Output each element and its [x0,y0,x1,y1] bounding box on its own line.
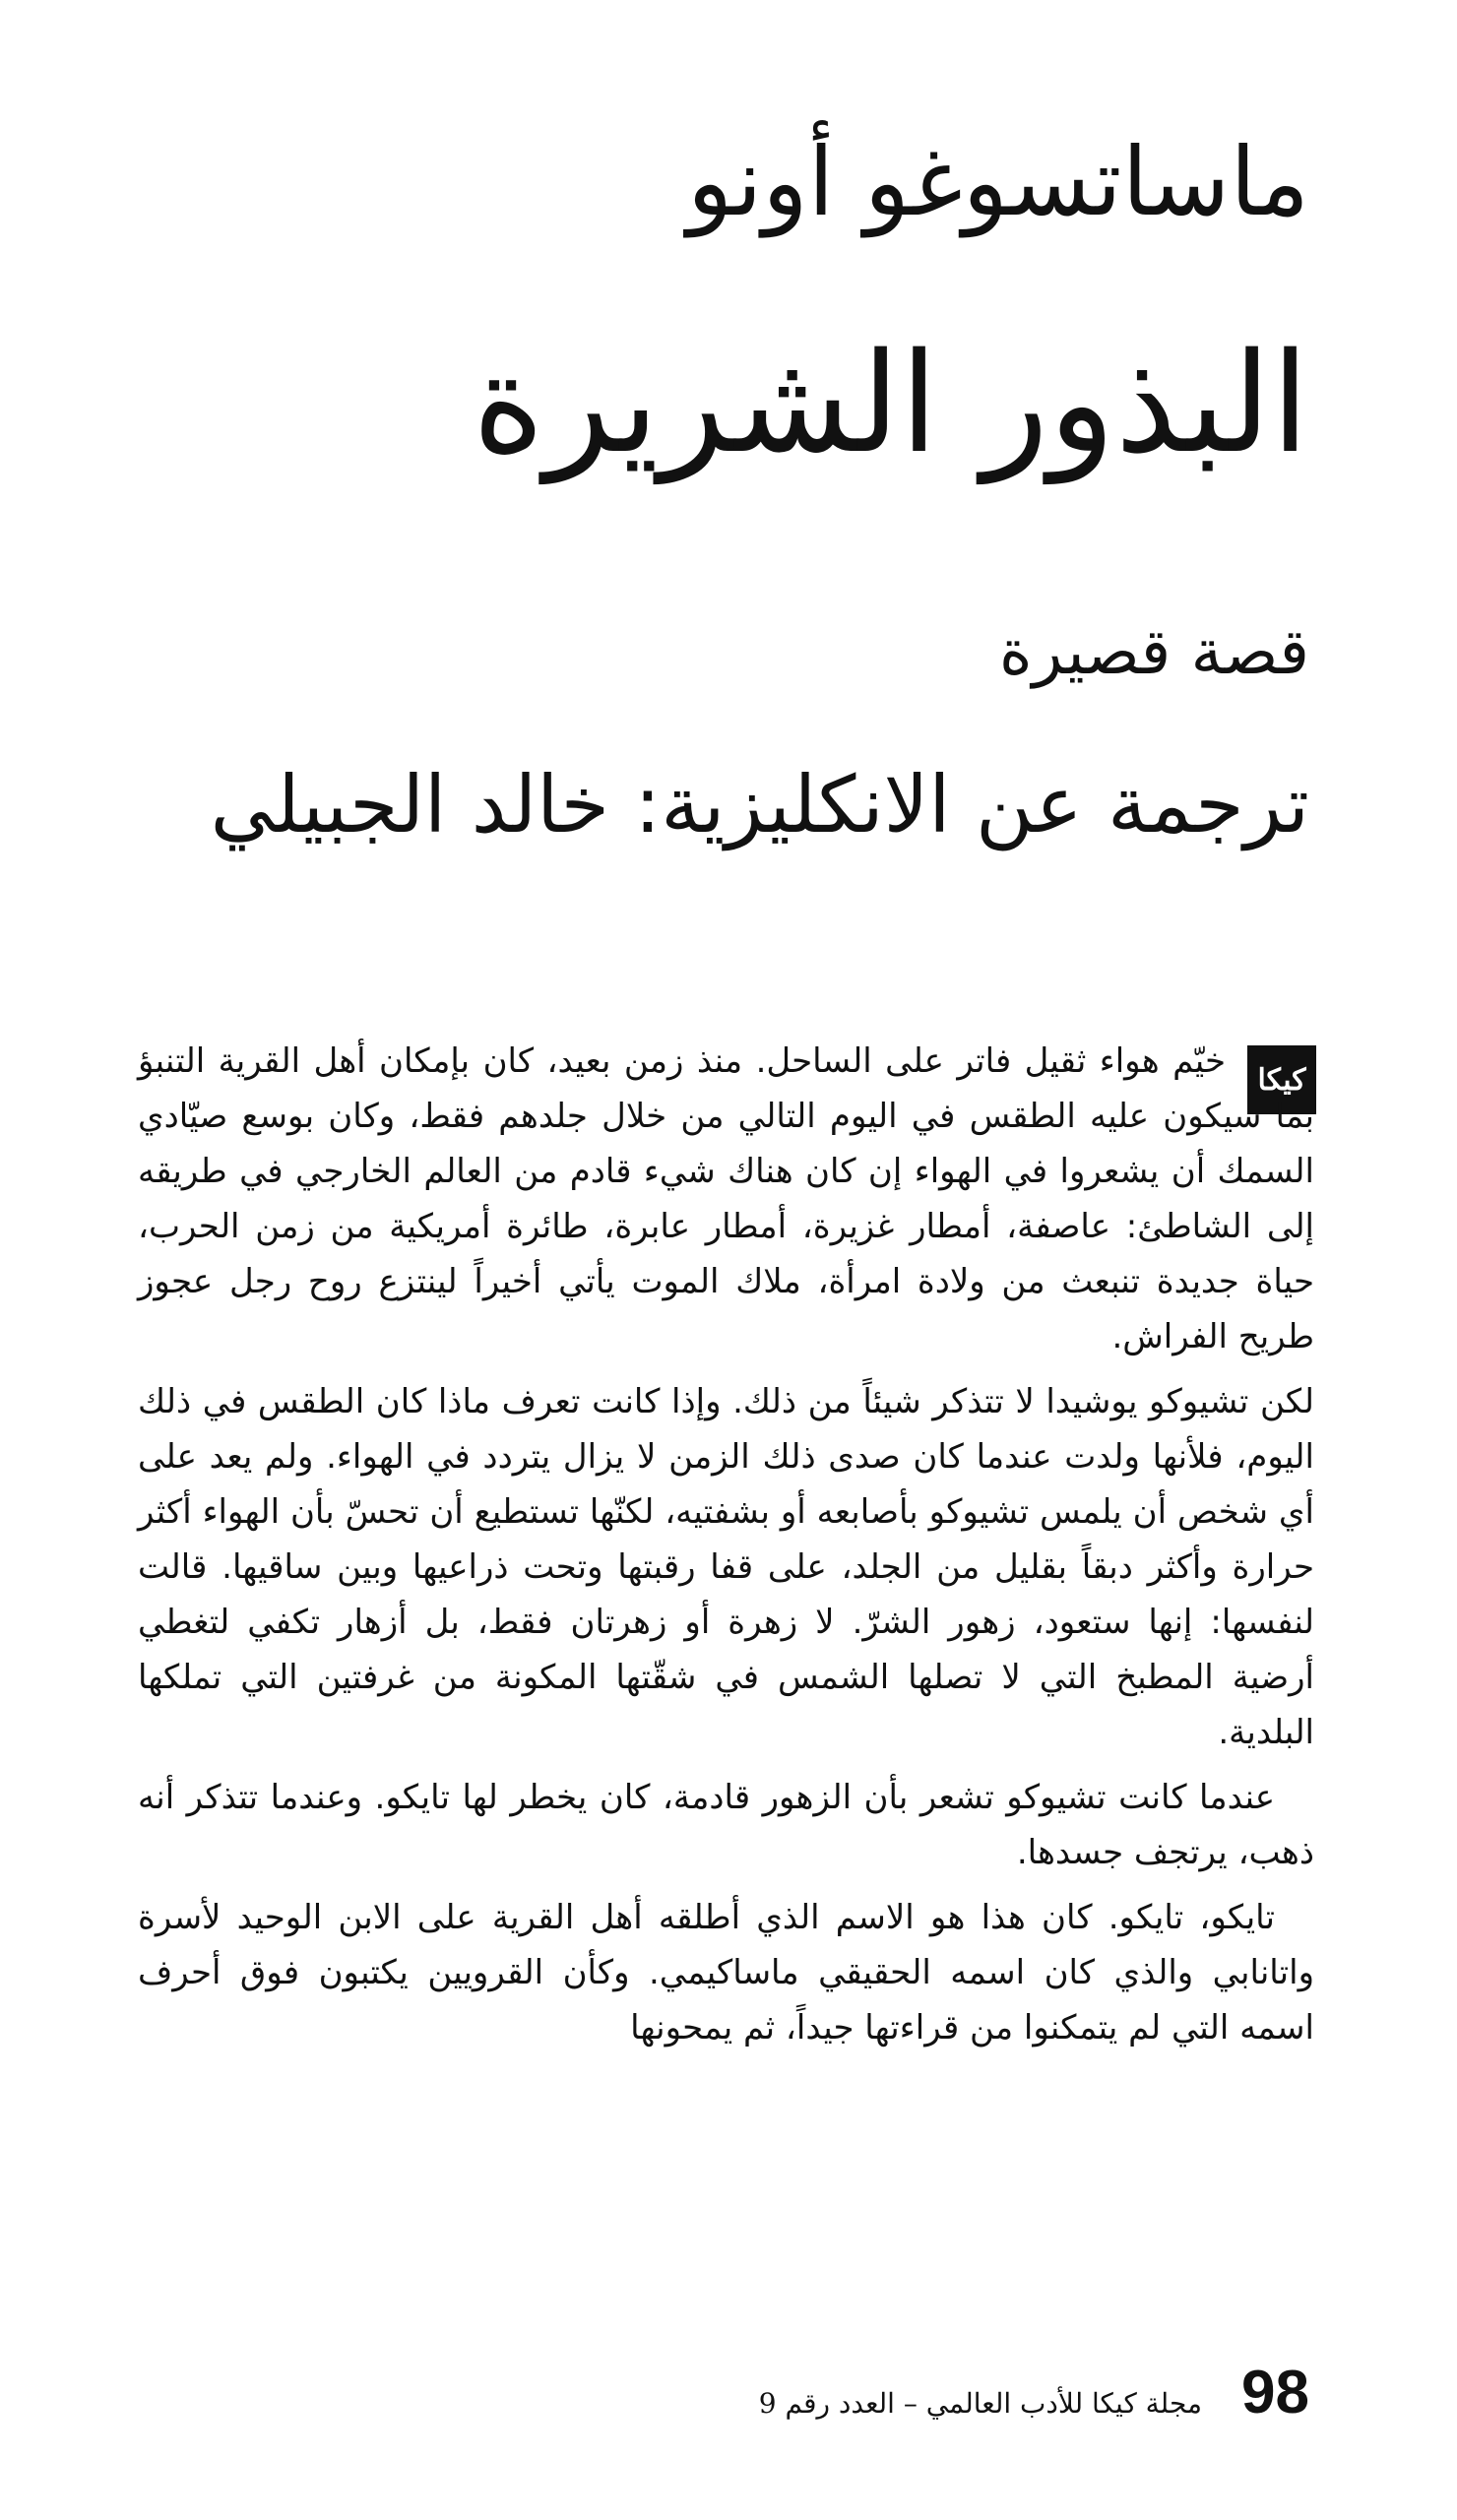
story-body [138,1034,1314,2065]
paragraph: خيّم هواء ثقيل فاتر على الساحل. منذ زمن بعيد، كان بإمكان أهل القرية التنبؤ بما سيكون عليه الطقس في اليوم التالي من خلال جلدهم فقط، وكان بوسع صيّادي السمك أن يشعروا في الهواء إن كان هناك شيء قادم من العالم الخارجي في طريقه إلى الشاطئ: عاصفة، أمطار غزيرة، أمطار عابرة، طائرة أمريكية من زمن الحرب، حياة جديدة تنبعث من ولادة امرأة، ملاك الموت يأتي أخيراً لينتزع روح رجل عجوز طريح الفراش. [138,1041,1314,1356]
page-footer [759,2358,1309,2427]
paragraph: لكن تشيوكو يوشيدا لا تتذكر شيئاً من ذلك. وإذا كانت تعرف ماذا كان الطقس في ذلك اليوم، فلأنها ولدت عندما كان صدى ذلك الزمن لا يزال يتردد في الهواء. ولم يعد على أي شخص أن يلمس تشيوكو بأصابعه أو بشفتيه، لكنّها تستطيع أن تحسّ بأن الهواء أكثر حرارة وأكثر دبقاً بقليل من الجلد، على قفا رقبتها وتحت ذراعيها وبين ساقيها. قالت لنفسها: إنها ستعود، زهور الشرّ. لا زهرة أو زهرتان فقط، بل أزهار تكفي لتغطي أرضية المطبخ التي لا تصلها الشمس في شقّتها المكونة من غرفتين التي تملكها البلدية. [138,1382,1314,1752]
author-name: ماساتسوغو أونو [687,127,1309,237]
kika-logo: كيكا [1247,1045,1316,1114]
paragraph: تايكو، تايكو. كان هذا هو الاسم الذي أطلقه أهل القرية على الابن الوحيد لأسرة واتانابي والذي كان اسمه الحقيقي ماساكيمي. وكأن القرويين يكتبون فوق أحرف اسمه التي لم يتمكنوا من قراءتها جيداً، ثم يمحونها [138,1898,1314,2048]
page-number: 98 [1241,2359,1309,2426]
paragraph: عندما كانت تشيوكو تشعر بأن الزهور قادمة، كان يخطر لها تايكو. وعندما تتذكر أنه ذهب، يرتجف جسدها. [138,1778,1314,1872]
genre-label: قصة قصيرة [999,616,1309,689]
publication-info: مجلة كيكا للأدب العالمي – العدد رقم 9 [758,2387,1203,2420]
translator-credit: ترجمة عن الانكليزية: خالد الجبيلي [210,759,1309,850]
story-title: البذور الشريرة [472,324,1309,484]
